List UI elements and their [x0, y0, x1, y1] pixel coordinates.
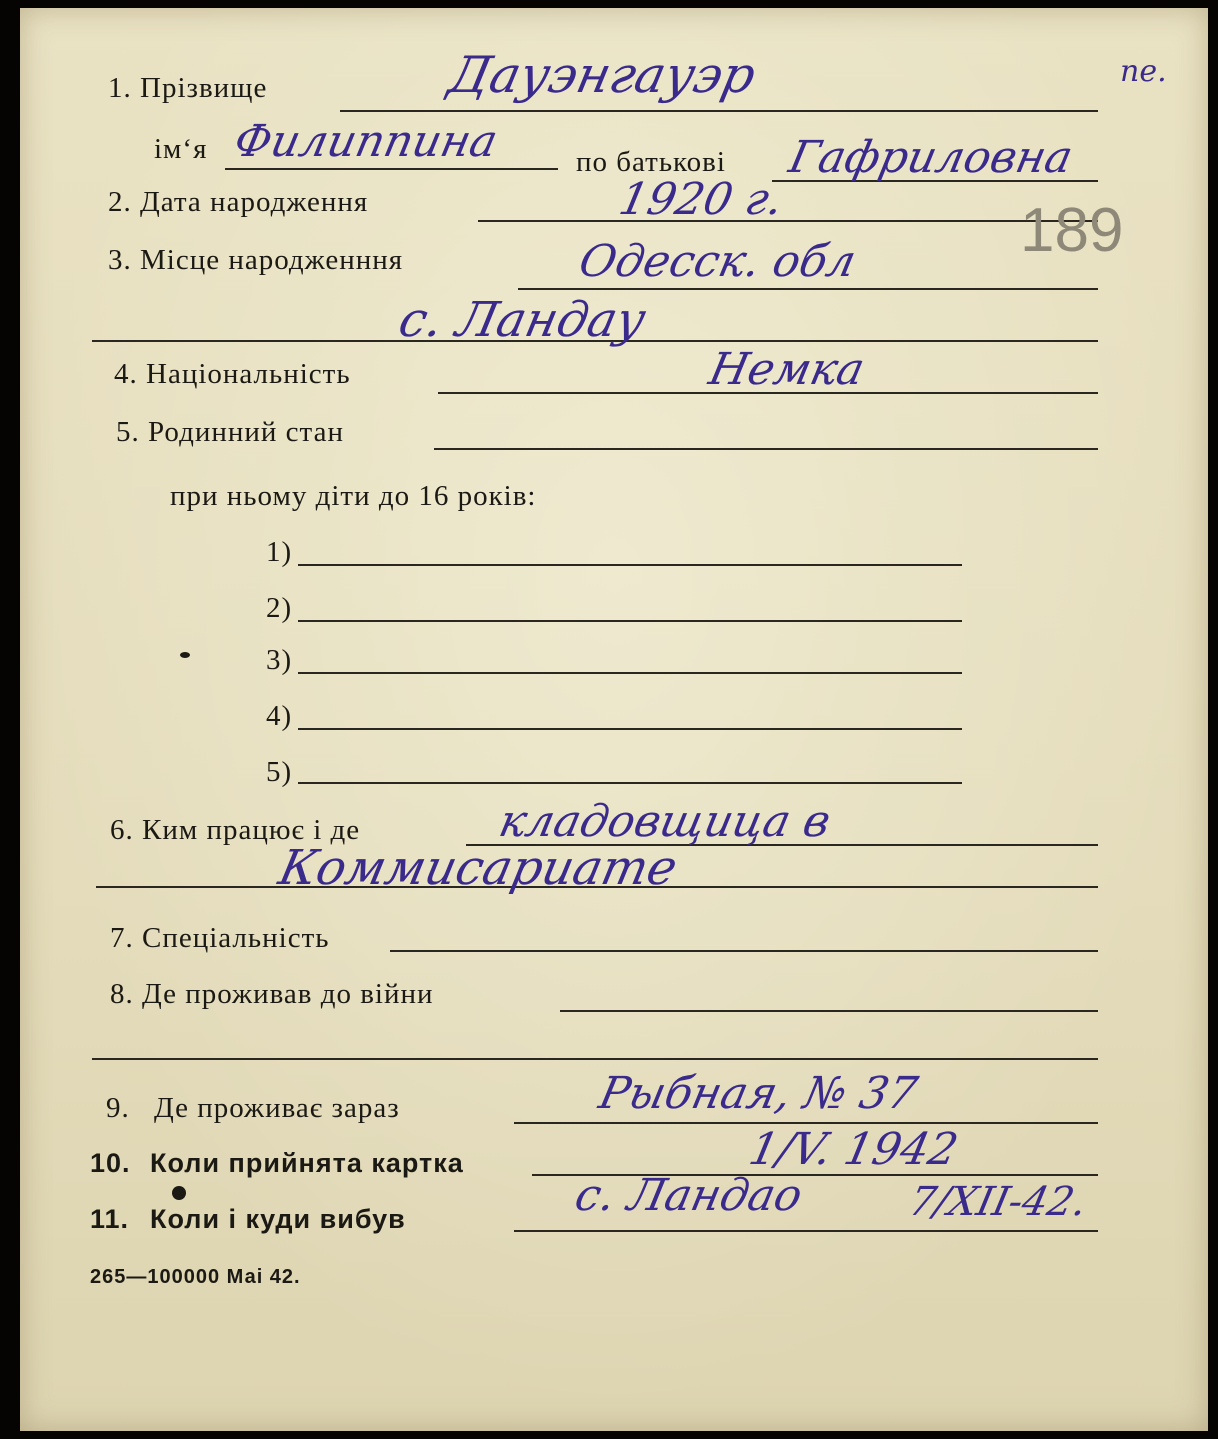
line-child-4 [298, 728, 962, 730]
label-birth-date: 2. Дата народження [108, 186, 369, 218]
line-prewar-residence-2 [92, 1058, 1098, 1060]
corner-mark: пе. [1120, 54, 1167, 89]
label-specialty: 7. Спеціальність [110, 922, 330, 954]
line-surname [340, 110, 1098, 112]
label-child-4: 4) [266, 700, 293, 732]
label-child-3: 3) [266, 644, 293, 676]
line-departure [514, 1230, 1098, 1232]
paper-speck [172, 1186, 186, 1200]
paper-speck [180, 652, 190, 658]
label-name: ім‘я [154, 133, 208, 165]
label-child-5: 5) [266, 756, 293, 788]
label-occupation: 6. Ким працює і де [110, 814, 361, 846]
label-current-residence-num: 9. [106, 1092, 130, 1124]
pencil-number: 189 [1020, 196, 1124, 265]
label-nationality: 4. Національність [114, 358, 351, 390]
entry-birth-date: 1920 г. [614, 174, 788, 225]
label-child-1: 1) [266, 536, 293, 568]
label-card-date-num: 10. [90, 1148, 131, 1178]
line-child-5 [298, 782, 962, 784]
entry-departure-date: 7/XII-42. [905, 1179, 1092, 1225]
line-specialty [390, 950, 1098, 952]
label-departure: Коли і куди вибув [150, 1204, 406, 1234]
line-prewar-residence-1 [560, 1010, 1098, 1012]
entry-birth-place-2: с. Ландау [394, 292, 651, 348]
entry-name: Филиппина [229, 116, 502, 167]
label-birth-place: 3. Місце народженння [108, 244, 404, 276]
entry-departure-place: с. Ландао [570, 1170, 807, 1221]
printer-imprint: 265—100000 Маі 42. [90, 1266, 301, 1288]
label-departure-num: 11. [90, 1204, 130, 1234]
label-surname: 1. Прізвище [108, 72, 268, 104]
entry-card-date: 1/V. 1942 [744, 1124, 963, 1175]
entry-surname: Дауэнгауэр [443, 46, 761, 104]
line-child-1 [298, 564, 962, 566]
registration-card [20, 8, 1208, 1431]
line-name [225, 168, 558, 170]
label-prewar-residence: 8. Де проживав до війни [110, 978, 434, 1010]
label-card-date: Коли прийнята картка [150, 1148, 464, 1178]
entry-birth-place-1: Одесск. обл [574, 236, 861, 287]
entry-occupation-2: Коммисариате [274, 840, 683, 896]
label-patronymic: по батькові [576, 146, 726, 178]
line-child-2 [298, 620, 962, 622]
line-child-3 [298, 672, 962, 674]
line-birth-place-1 [518, 288, 1098, 290]
entry-patronymic: Гафриловна [784, 132, 1078, 183]
label-children: при ньому діти до 16 років: [170, 480, 537, 512]
entry-current-residence: Рыбная, № 37 [594, 1068, 922, 1119]
label-family-status: 5. Родинний стан [116, 416, 344, 448]
line-birth-date [478, 220, 1098, 222]
label-child-2: 2) [266, 592, 293, 624]
label-current-residence: Де проживає зараз [154, 1092, 400, 1124]
entry-nationality: Немка [704, 344, 869, 395]
entry-occupation-1: кладовщица в [494, 796, 835, 847]
line-family-status [434, 448, 1098, 450]
